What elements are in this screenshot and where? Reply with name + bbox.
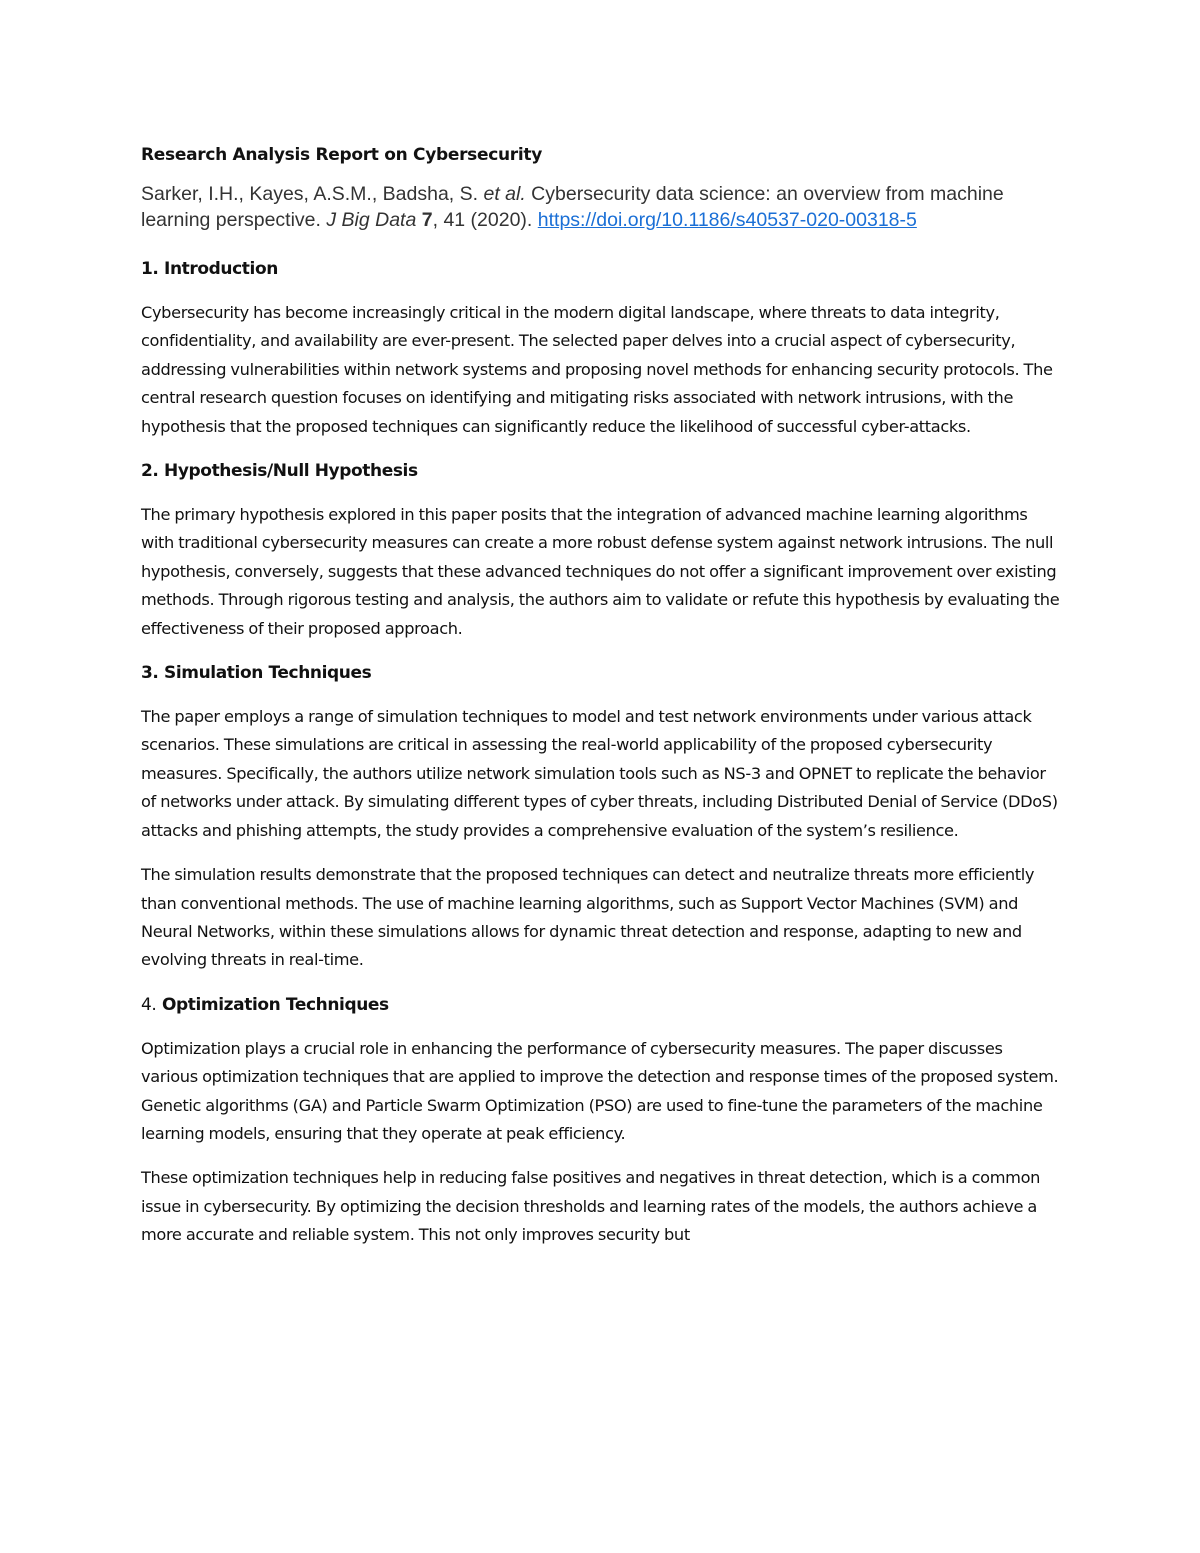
section-heading-text: Introduction (158, 259, 278, 279)
section-heading-optimization (141, 991, 1061, 1019)
paragraph: The paper employs a range of simulation techniques to model and test network environments under various attack scenarios. These simulations are critical in assessing the real-world applicability of the proposed cybersecurity measures. Specifically, the authors utilize network simulation tools such as NS-3 and OPNET to replicate the behavior of networks under attack. By simulating different types of cyber threats, including Distributed Denial of Service (DDoS) attacks and phishing attempts, the study provides a comprehensive evaluation of the system’s resilience. (141, 707, 1058, 840)
section-number: 2. (141, 461, 159, 482)
citation-article-title: Cybersecurity data science: an overview from machine learning perspective. (141, 183, 1004, 231)
document-title: Research Analysis Report on Cybersecurity (141, 145, 543, 165)
paragraph: These optimization techniques help in reducing false positives and negatives in threat detection, which is a common issue in cybersecurity. By optimizing the decision thresholds and learning rates of the models, the authors achieve a more accurate and reliable system. This not only improves security but (141, 1168, 1041, 1245)
citation-journal: J Big Data (326, 209, 417, 231)
paragraph: The primary hypothesis explored in this paper posits that the integration of advanced machine learning algorithms with traditional cybersecurity measures can create a more robust defense system against network intrusions. The null hypothesis, conversely, suggests that these advanced techniques do not offer a significant improvement over existing methods. Through rigorous testing and analysis, the authors aim to validate or refute this hypothesis by evaluating the effectiveness of their proposed approach. (141, 505, 1060, 638)
document-content (141, 141, 1061, 1266)
paragraph: Cybersecurity has become increasingly critical in the modern digital landscape, where threats to data integrity, confidentiality, and availability are ever-present. The selected paper delves into a crucial aspect of cybersecurity, addressing vulnerabilities within network systems and proposing novel methods for enhancing security protocols. The central research question focuses on identifying and mitigating risks associated with network intrusions, with the hypothesis that the proposed techniques can significantly reduce the likelihood of successful cyber-attacks. (141, 303, 1053, 436)
section-heading-text: Simulation Techniques (158, 663, 372, 684)
section-heading-text: Optimization Techniques (156, 994, 389, 1015)
paragraph: Optimization plays a crucial role in enhancing the performance of cybersecurity measures. The paper discusses various optimization techniques that are applied to improve the detection and response times of the proposed system. Genetic algorithms (GA) and Particle Swarm Optimization (PSO) are used to fine-tune the parameters of the machine learning models, ensuring that they operate at peak efficiency. (141, 1038, 1059, 1143)
citation-volume: 7 (421, 209, 433, 231)
citation-authors: Sarker, I.H., Kayes, A.S.M., Badsha, S. (141, 183, 484, 205)
section-number: 3. (141, 663, 159, 684)
citation-pages-year: , 41 (2020). (432, 209, 538, 231)
section-heading-hypothesis (141, 457, 1061, 485)
section-number: 1. (141, 259, 159, 279)
section-heading-introduction (141, 255, 1061, 283)
section-number: 4. (141, 994, 157, 1015)
section-heading-text: Hypothesis/Null Hypothesis (158, 461, 418, 482)
citation-doi-link[interactable]: https://doi.org/10.1186/s40537-020-00318-5 (537, 209, 917, 231)
citation (141, 181, 1061, 233)
citation-et-al: et al. (483, 183, 526, 205)
paragraph: The simulation results demonstrate that the proposed techniques can detect and neutralize threats more efficiently than conventional methods. The use of machine learning algorithms, such as Support Vector Machines (SVM) and Neural Networks, within these simulations allows for dynamic threat detection and response, adapting to new and evolving threats in real-time. (141, 865, 1035, 970)
section-heading-simulation (141, 659, 1061, 687)
